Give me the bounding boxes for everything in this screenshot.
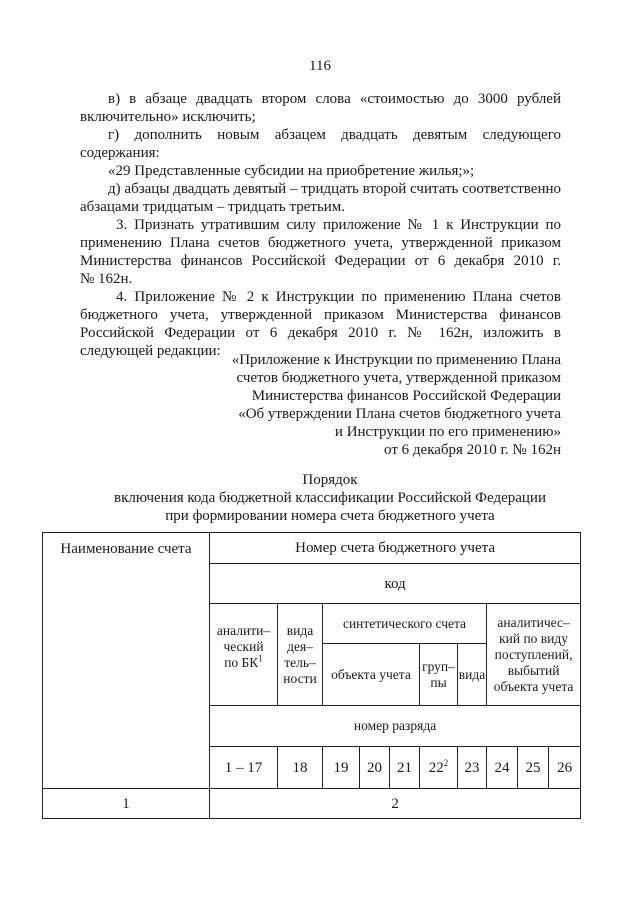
digit-cell: 1 – 17	[210, 747, 278, 789]
text-line: «29 Представленные субсидии на приобретение жилья;»;	[108, 163, 475, 179]
account-name-header: Наименование счета	[43, 533, 210, 789]
text-line: абзацами тридцатым – тридцать третьим.	[80, 199, 346, 215]
synthetic-header: синтетического счета	[323, 604, 487, 644]
cell-line: выбытий	[507, 662, 560, 678]
text-line: счетов бюджетного учета, утвержденной приказом	[236, 370, 561, 386]
account-number-header: Номер счета бюджетного учета	[210, 533, 581, 564]
digit-value: 22	[428, 759, 444, 776]
title-line: Порядок	[302, 472, 358, 488]
digit-cell: 25	[518, 747, 549, 789]
kind-header: вида	[458, 644, 487, 706]
text-line: в) в абзаце двадцать втором слова «стоимостью до 3000 рублей	[108, 91, 561, 107]
text-line: Российской Федерации от 6 декабря 2010 г. № 162н, изложить в	[80, 325, 561, 341]
text-line: «Приложение к Инструкции по применению Плана	[231, 352, 561, 368]
cell-line: ческий	[223, 638, 264, 654]
footnote-mark: 2	[443, 757, 449, 768]
cell-line: пы	[430, 674, 447, 690]
cell-line: объекта учета	[493, 678, 574, 694]
digit-cell: 24	[487, 747, 518, 789]
paragraph-3	[116, 216, 561, 234]
cell-line: дея–	[287, 638, 313, 654]
digit-cell: 18	[278, 747, 323, 789]
text-line: и Инструкции по его применению»	[334, 424, 561, 440]
text-line: 3. Признать утратившим силу приложение № 1 к Инструкции по	[116, 217, 561, 233]
text-line: следующей редакции:	[80, 343, 221, 359]
title-line: при формировании номера счета бюджетного учета	[165, 508, 495, 524]
text-line: от 6 декабря 2010 г. № 162н	[384, 442, 561, 458]
document-title	[80, 471, 580, 525]
digit-cell: 20	[360, 747, 390, 789]
cell-line: поступлений,	[494, 646, 573, 662]
paragraph-d-cont	[80, 198, 561, 216]
cell-line: тель–	[284, 654, 316, 670]
account-number-table	[42, 532, 581, 819]
page-number: 116	[309, 58, 331, 74]
cell-line: кий по виду	[499, 630, 569, 646]
text-line: Министерства финансов Российской Федерации от 6 декабря 2010 г.	[80, 253, 561, 269]
activity-header	[278, 604, 323, 706]
footer-cell: 1	[43, 789, 210, 819]
digit-cell: 19	[323, 747, 360, 789]
text-line: г) дополнить новым абзацем двадцать девятым следующего	[108, 127, 561, 143]
text-line: Министерства финансов Российской Федерации	[251, 388, 561, 404]
digit-cell: 23	[458, 747, 487, 789]
paragraph-v-cont	[80, 108, 561, 126]
cell-line: вида	[286, 622, 314, 638]
analytic-bk-header	[210, 604, 278, 706]
text-line: 4. Приложение № 2 к Инструкции по применению Плана счетов	[116, 289, 561, 305]
paragraph-g	[108, 126, 561, 144]
paragraph-quote	[108, 162, 561, 180]
paragraph-4	[116, 288, 561, 306]
cell-line: по БК	[224, 654, 259, 670]
code-header: код	[210, 564, 581, 604]
digit-cell: 26	[549, 747, 581, 789]
footnote-mark: 1	[258, 653, 263, 663]
cell-line: ности	[283, 670, 317, 686]
digit-number-header: номер разряда	[210, 706, 581, 747]
paragraph-v	[108, 90, 561, 108]
digit-cell: 21	[390, 747, 420, 789]
text-line: № 162н.	[80, 271, 133, 287]
appendix-header	[200, 351, 561, 459]
text-line: д) абзацы двадцать девятый – тридцать второй считать соответственно	[108, 181, 561, 197]
paragraph-g-cont	[80, 144, 561, 162]
group-header	[420, 644, 458, 706]
object-header: объекта учета	[323, 644, 420, 706]
digit-cell	[420, 747, 458, 789]
text-line: «Об утверждении Плана счетов бюджетного учета	[238, 406, 561, 422]
cell-line: аналити–	[216, 622, 271, 638]
text-line: содержания:	[80, 145, 160, 161]
footer-cell: 2	[210, 789, 581, 819]
paragraph-3-cont	[80, 234, 561, 288]
paragraph-d	[108, 180, 561, 198]
analytic-kind-header	[487, 604, 581, 706]
cell-line: груп–	[422, 658, 455, 674]
text-line: включительно» исключить;	[80, 109, 256, 125]
title-line: включения кода бюджетной классификации Российской Федерации	[113, 490, 546, 506]
text-line: применению Плана счетов бюджетного учета, утвержденной приказом	[80, 235, 561, 251]
cell-line: аналитичес–	[497, 614, 570, 630]
text-line: бюджетного учета, утвержденной приказом Министерства финансов	[80, 307, 561, 323]
